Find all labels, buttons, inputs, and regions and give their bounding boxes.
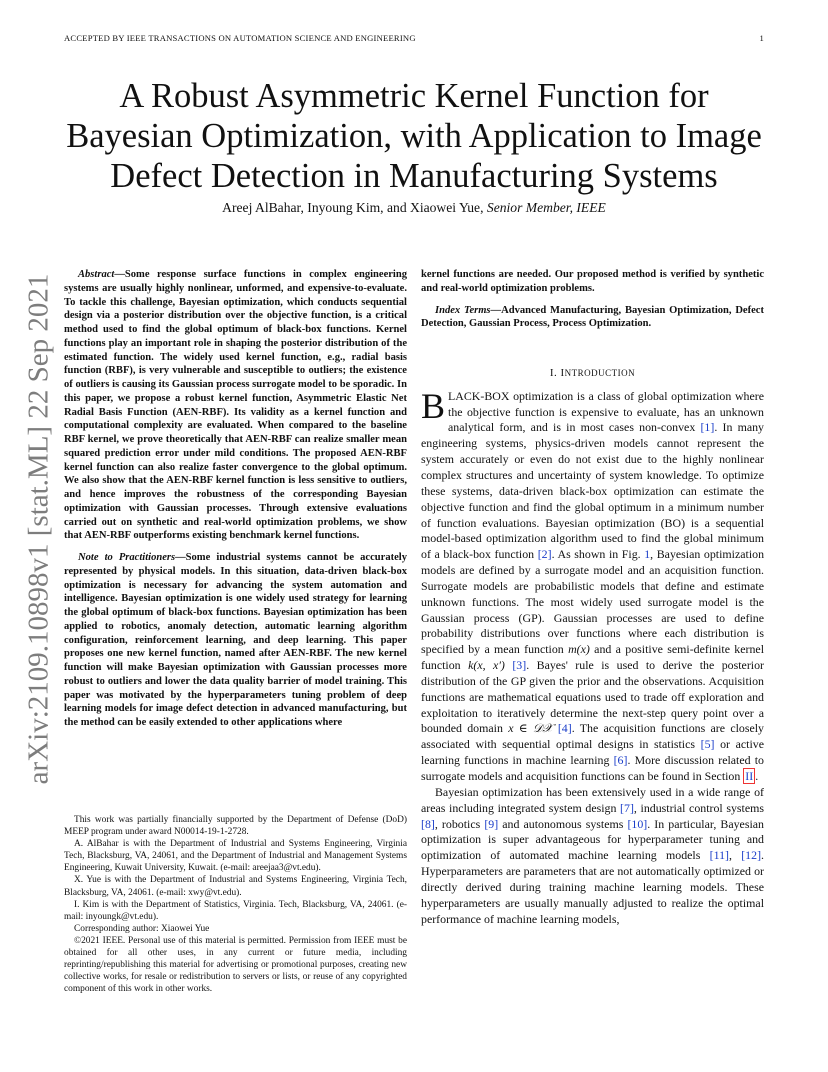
- footnote: ©2021 IEEE. Personal use of this material is permitted. Permission from IEEE must be obtained for all other uses, in any current or future media, including reprinting/republishing this material for advertising or promotional purposes, creating new collective works, for resale or redistribution to servers or lists, or reuse of any copyrighted component of this work in other works.: [64, 935, 407, 995]
- note-continuation: kernel functions are needed. Our proposed method is verified by synthetic and real-world optimization problems.: [421, 269, 764, 294]
- citation-link[interactable]: [2]: [537, 547, 552, 562]
- paper-title: [60, 76, 768, 196]
- citation-link[interactable]: [4]: [557, 721, 572, 736]
- citation-link[interactable]: [7]: [620, 800, 634, 815]
- intro-paragraph-1: BLACK-BOX optimization is a class of global optimization where the objective function is expensive to evaluate, has an unknown analytical form, and is in most cases non-convex [1]. In many engineering systems, physics-driven models cannot represent the system accurately or even do not exist due to the highly nonlinear complex structures and uncertainty of system knowledge. To optimize these systems, data-driven black-box optimization can estimate the objective function and find the global optimum in a minimum number of function evaluations. Bayesian optimization (BO) is a sequential model-based optimization algorithm used to find the global minimum of a black-box function [2]. As shown in Fig. 1, Bayesian optimization models are defined by a surrogate model and an acquisition function. Surrogate models are probabilistic models that define and estimate unknown functions. The most widely used surrogate model is the Gaussian process (GP). Gaussian processes are used to define probability distributions over functions where each distribution is specified by a mean function m(x) and a positive semi-definite kernel function k(x, x′) [3]. Bayes' rule is used to derive the posterior distribution of the GP given the prior and the observations. Acquisition functions are mathematical equations used to trade off exploration and exploitation to iteratively determine the next-step query point over a bounded domain x ∈ 𝒟𝒳 [4]. The acquisition functions are closely associated with sequential optimal designs in statistics [5] or active learning functions in machine learning [6]. More discussion related to surrogate models and acquisition functions can be found in Section II .: [421, 385, 765, 783]
- citation-link[interactable]: [10]: [627, 816, 648, 831]
- index-terms: Index Terms—Advanced Manufacturing, Bayesian Optimization, Defect Detection, Gaussian Process, Process Optimization.: [421, 304, 765, 330]
- page-number: 1: [759, 33, 764, 43]
- note-label: Note to Practitioners: [78, 552, 176, 563]
- running-head-text: ACCEPTED BY IEEE TRANSACTIONS ON AUTOMATION SCIENCE AND ENGINEERING: [64, 33, 416, 43]
- intro-paragraph-2: Bayesian optimization has been extensively used in a wide range of areas including integrated system design [7], industrial control systems [8], robotics [9] and autonomous systems [10]. In particular, Bayesian optimization is super advantageous for hyperparameter tuning and optimization of automated machine learning models [11], [12]. Hyperparameters are parameters that are not automatically optimized or directly derived during training machine learning models. These hyperparameters are usually manually adjusted to realize the optimal performance of machine learning models,: [421, 784, 765, 926]
- citation-link[interactable]: [6]: [613, 753, 628, 768]
- figure-link[interactable]: 1: [644, 547, 651, 562]
- section-title-rest: NTRODUCTION: [564, 368, 636, 378]
- citation-link[interactable]: [11]: [709, 848, 729, 863]
- footnote: Corresponding author: Xiaowei Yue: [74, 923, 210, 934]
- intro-body: [421, 385, 765, 928]
- citation-link[interactable]: [8]: [421, 816, 435, 831]
- footnote: I. Kim is with the Department of Statistics, Virginia. Tech, Blacksburg, VA, 24061. (e-mail: inyoungk@vt.edu).: [64, 899, 407, 922]
- title-line: Defect Detection in Manufacturing Systems: [110, 157, 718, 195]
- citation-link[interactable]: [9]: [484, 816, 499, 831]
- drop-cap: B: [421, 385, 446, 426]
- note-to-practitioners: Note to Practitioners—Some industrial systems cannot be accurately represented by physical models. In this situation, data-driven black-box optimization is necessary for advancing the system automation and intelligence. Bayesian optimization is one widely used strategy for learning the global optimum of black-box functions. Bayesian optimization has been applied to robotics, anomaly detection, automatic learning algorithm configuration, reinforcement learning, and deep learning. This paper proposes one new kernel function, named after AEN-RBF. The new kernel function will make Bayesian optimization with Gaussian processes more robust to outliers and lower the data quality barrier of model training. This paper was motivated by the hyperparameters tuning problem of deep learning models for image defect detection in advanced manufacturing, but the method can be easily extended to other applications where: [64, 552, 408, 728]
- abstract-label: Abstract: [78, 269, 115, 280]
- arxiv-stamp: [16, 273, 62, 785]
- index-terms-label: Index Terms: [435, 304, 491, 316]
- author-line: [60, 200, 768, 216]
- section-title-first: I: [560, 367, 565, 379]
- footnote: X. Yue is with the Department of Industrial and Systems Engineering, Virginia Tech, Blacksburg, VA, 24061. (e-mail: xwy@vt.edu).: [64, 875, 407, 898]
- running-header: [64, 33, 764, 43]
- section-heading: [421, 367, 764, 381]
- left-column: [64, 268, 407, 730]
- citation-link[interactable]: [1]: [700, 420, 715, 435]
- section-number: I.: [549, 367, 558, 379]
- footnote: A. AlBahar is with the Department of Industrial and Systems Engineering, Virginia Tech, Blacksburg, VA, 24061, and the Department of Industrial and Management Systems Engineering, Kuwait University, Kuwait. (e-mail: areejaa3@vt.edu).: [64, 839, 407, 874]
- author-names: Areej AlBahar, Inyoung Kim, and Xiaowei Yue,: [222, 200, 484, 215]
- title-line: Bayesian Optimization, with Application to Image: [66, 117, 762, 155]
- footnotes: [64, 814, 407, 995]
- section-link[interactable]: II: [745, 769, 754, 783]
- citation-link[interactable]: [12]: [741, 848, 762, 863]
- citation-link[interactable]: [3]: [512, 658, 527, 673]
- abstract-text: Some response surface functions in complex engineering systems are usually highly nonlinear, unformed, and expensive-to-evaluate. To tackle this challenge, Bayesian optimization, which conducts sequential design via a posterior distribution over the objective function, is a critical method used to find the global optimum of black-box functions. Kernel functions play an important role in shaping the posterior distribution of the estimated function. The widely used kernel function, e.g., radial basis function (RBF), is very vulnerable and susceptible to outliers; the existence of outliers is causing its Gaussian process surrogate model to be sporadic. In this paper, we propose a robust kernel function, Asymmetric Elastic Net Radial Basis Function (AEN-RBF). Its validity as a kernel function and computational complexity are evaluated. When compared to the baseline RBF kernel, we prove theoretically that AEN-RBF can realize smaller mean squared prediction error under mild conditions. The proposed AEN-RBF kernel function can also realize faster convergence to the global optimum. We also show that the AEN-RBF kernel function is less sensitive to outliers, and hence improves the robustness of the corresponding Bayesian optimization with Gaussian processes. Through extensive evaluations carried out on synthetic and real-world optimization problems, we show that AEN-RBF outperforms existing benchmark kernel functions.: [64, 269, 407, 542]
- abstract: Abstract—Some response surface functions in complex engineering systems are usually highly nonlinear, unformed, and expensive-to-evaluate. To tackle this challenge, Bayesian optimization, which conducts sequential design via a posterior distribution over the objective function, is a critical method used to find the global optimum of black-box functions. Kernel functions play an important role in shaping the posterior distribution of the estimated function. The widely used kernel function, e.g., radial basis function (RBF), is very vulnerable and susceptible to outliers; the existence of outliers is causing its Gaussian process surrogate model to be sporadic. In this paper, we propose a robust kernel function, Asymmetric Elastic Net Radial Basis Function (AEN-RBF). Its validity as a kernel function and computational complexity are evaluated. When compared to the baseline RBF kernel, we prove theoretically that AEN-RBF can realize smaller mean squared prediction error under mild conditions. The proposed AEN-RBF kernel function can also realize faster convergence to the global optimum. We also show that the AEN-RBF kernel function is less sensitive to outliers, and hence improves the robustness of the corresponding Bayesian optimization with Gaussian processes. Through extensive evaluations carried out on synthetic and real-world optimization problems, we show that AEN-RBF outperforms existing benchmark kernel functions.: [64, 269, 407, 542]
- index-terms-text: Advanced Manufacturing, Bayesian Optimization, Defect Detection, Gaussian Process, Process Optimization.: [421, 304, 765, 330]
- citation-link[interactable]: [5]: [700, 737, 715, 752]
- math-kernel-function: k(x, x′): [468, 658, 505, 673]
- footnote: This work was partially financially supported by the Department of Defense (DoD) MEEP program under award N00014-19-1-2728.: [64, 815, 407, 838]
- math-domain: x ∈ 𝒟𝒳: [508, 721, 553, 736]
- author-role: Senior Member, IEEE: [486, 200, 606, 215]
- arxiv-id: arXiv:2109.10898v1 [stat.ML] 22 Sep 2021: [22, 273, 55, 785]
- note-text: Some industrial systems cannot be accurately represented by physical models. In this situation, data-driven black-box optimization is necessary for advancing the system automation and intelligence. Bayesian optimization is one widely used strategy for learning the global optimum of black-box functions. Bayesian optimization has been applied to robotics, anomaly detection, automatic learning algorithm configuration, reinforcement learning, and deep learning. This paper proposes one new kernel function, named after AEN-RBF. The new kernel function will make Bayesian optimization with Gaussian processes more robust to outliers and lower the data quality barrier of model training. This paper was motivated by the hyperparameters tuning problem of deep learning models for image defect detection in advanced manufacturing, but the method can be easily extended to other applications where: [64, 552, 408, 728]
- math-mean-function: m(x): [568, 642, 590, 657]
- right-column: [421, 268, 764, 927]
- title-line: A Robust Asymmetric Kernel Function for: [119, 77, 709, 115]
